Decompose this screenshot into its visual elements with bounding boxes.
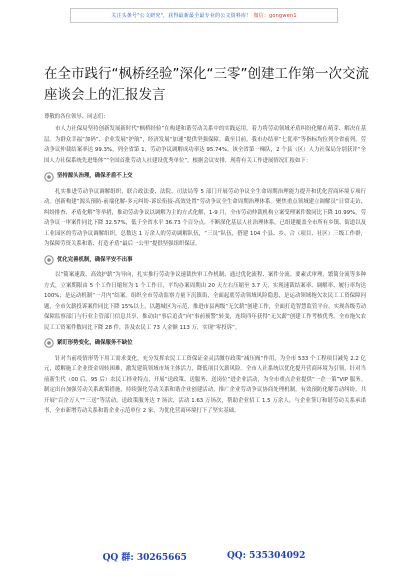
section-heading bbox=[44, 171, 366, 182]
section-heading-text: 优化完善机制，确保平安不出事 bbox=[57, 256, 133, 263]
salutation: 尊敬的各位领导、同志们： bbox=[44, 114, 109, 120]
promo-banner bbox=[70, 8, 338, 23]
section-bullet-icon bbox=[44, 172, 54, 182]
section-heading bbox=[44, 254, 366, 265]
promo-banner-text: 关注头条号"公文研究"，获得最新最全最专业的公文资料库！ bbox=[111, 13, 252, 19]
section-bullet-icon bbox=[44, 255, 54, 265]
section-heading-text: 坚持源头治理，确保矛盾不上交 bbox=[57, 173, 133, 180]
qq-group: QQ 群: 30265665 bbox=[102, 552, 187, 563]
section-paragraph: 以“简案速裁、高效护薪”为导向，扎实推行劳动争议速裁快审工作机制，通过优化流程、案件分流、要素式审理、繁简分流等多种方式，立案期限由 5 个工作日缩短为 1 个工作日，平均办案周期由 20 天左右压缩至 3.7 天，实现速裁结案率、调解率、履行率均达 100%；是运动机制“一月内”结案。组织全市劳动监察力量下沉镇街，全面起底劳动领域风险隐患，是运动领域拖欠农民工工资保障问题，全市欠薪投诉案件同比下降 15%以上，以越城区为示范，推进市县两级“无欠薪”创建工作，全面打造智慧监管平台，实现各级劳动保障监察部门与行业主管部门信息共享，推动由“事后追责”向“事前预警”转变，连续四年获得“无欠薪”创建工作考核优秀。全市拖欠农民工工资案件数同比下降 28 件，涉及农民工 73 人金额 113 万，实现“零投诉”。 bbox=[44, 272, 366, 331]
intro-paragraph: 市人力社保局坚持创新发展新时代“枫桥经验”在构建和谐劳动关系中的实践运用，着力将劳动领域矛盾纠纷化解在萌芽、解决在基层。为群众幸福“加码”、企业发展“护航”，经济发展“加速”提供坚强保障。截至目前，我市办结率“七优率”等指标均位列全省前列，劳动争议仲裁结案率达 99.3%，列全省第 1，劳动争议调解成功率达 95.74%。该全省第一梯队，2 个县（区）人力社保局分别获评“全国人力社保系统先进集体”“全国首批劳动人社建设优秀单位”。根据会议安排，现将有关工作进展情况汇报如下： bbox=[44, 126, 366, 164]
qq-number: QQ: 535304092 bbox=[226, 551, 306, 561]
section-paragraph: 扎实推进劳动争议调解组织，联合政法委、法院、司法局等 5 部门开展劳动争议全生命周期治理能力提升和优化营商环境专项行动。创新构建“源头预防-前端化解-多元纠纷-诉讼衔接-高效处置”劳动争议全生命周期治理体系。聚焦重点领域建立调解员“日常走访、纠纷排查、矛盾化解”等举措，推动劳动争议以调解为主的方式化解，1-9 月，全市劳动仲裁机构立案受理案件数同比下降 10.99%，劳动争议一审案件同比下降 32.57%，低于全省水平 36.73 个百分点。不断深化基层人社治理体系，已组建覆盖全市所有乡镇、街道以及工业园区的劳动争议调解组织，总数达 1 万余人的劳动调解队伍，“三员”队伍，搭建 104 个县、乡、合（项目、社区）三级工作群，为保障劳资关系和谐、打造矛盾“最后一公里”提供坚强组织保证。 bbox=[44, 189, 366, 248]
section-heading bbox=[44, 338, 366, 349]
document-title: 在全市践行“枫桥经验”深化“三零”创建工作第一次交流座谈会上的汇报发言 bbox=[44, 66, 369, 103]
section-paragraph: 针对当前疫情形势下用工需求变化，充分发挥农民工工资保证金灵活缴存政策“减压阀”作用，为全市 533 个工程项目减免 2.2 亿元，缓解施工企业资金周转困难，激发建筑领域市场主体活力，降低项目欠薪风险。全市人社系统以优化提升营商环境为引领，针对当前新生代（00 后、95 后）农民工择业特点，开展“送政策、送服务、送岗位”进企业活动，为全市重点企业提供“一企一策”VIP 服务。制定出台加强劳动关系政策措施，持续强化劳动关系和谐企业创建活动，推广企业劳动争议协商处理机制，有效预防化解劳动纠纷。共开展“百企万人”“三送”等活动，送政策服务达 7 场次，活动 1.63 万场次，帮助企业招工 1.5 万余人，与企业签订和谐劳动关系承诺书，全市新增劳动关系和谐企业示范单位 2 家，为优化营商环境打下了坚实基础。 bbox=[44, 355, 366, 414]
wechat-id: 微信：gongwen1 bbox=[253, 13, 297, 19]
document-body bbox=[44, 112, 366, 416]
section-heading-text: 紧盯形势变化，确保服务不缺位 bbox=[57, 340, 133, 347]
footer-contact bbox=[0, 548, 408, 564]
section-bullet-icon bbox=[44, 338, 54, 348]
